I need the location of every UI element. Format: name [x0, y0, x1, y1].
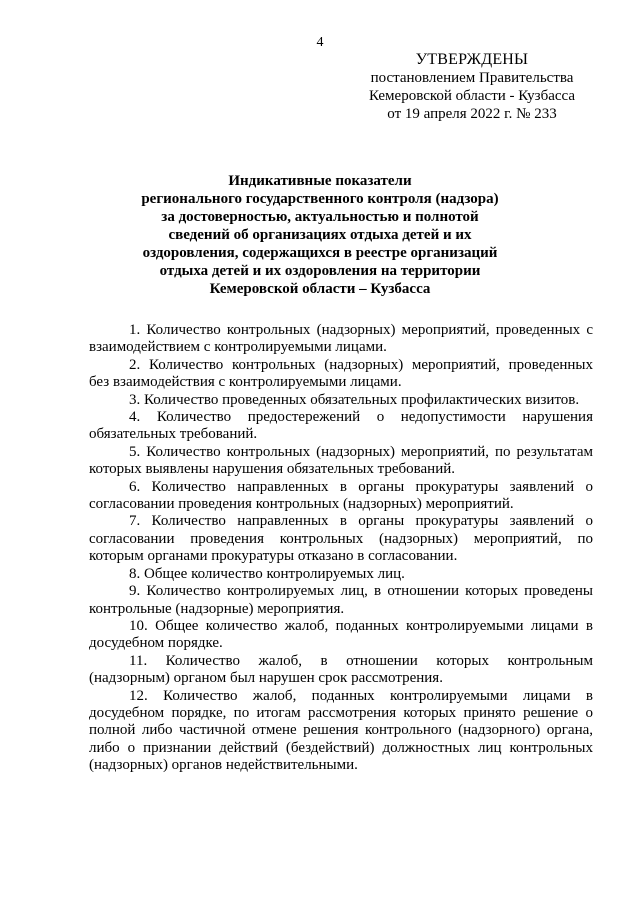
indicator-item [89, 444, 593, 479]
indicator-line: (надзорным) органом был нарушен срок рассмотрения. [89, 670, 443, 687]
indicator-line: 6. Количество направленных в органы прокуратуры заявлений о [129, 478, 593, 495]
indicator-list [89, 322, 593, 775]
indicator-item [89, 322, 593, 357]
indicator-line: 12. Количество жалоб, поданных контролируемыми лицами в [129, 687, 593, 704]
indicator-item [89, 583, 593, 618]
indicator-line: 5. Количество контрольных (надзорных) мероприятий, по результатам [129, 443, 593, 460]
indicator-line: согласовании проведения контрольных (надзорных) мероприятий. [89, 496, 514, 513]
indicator-line: 3. Количество проведенных обязательных профилактических визитов. [129, 391, 580, 408]
indicator-line: 8. Общее количество контролируемых лиц. [129, 565, 405, 582]
indicator-line: 1. Количество контрольных (надзорных) мероприятий, проведенных с [129, 322, 593, 338]
approval-line: от 19 апреля 2022 г. № 233 [387, 106, 557, 122]
title-line: за достоверностью, актуальностью и полнотой [161, 209, 479, 225]
indicator-item [89, 566, 593, 583]
indicator-line: либо о признании действий (бездействий) должностных лиц контрольных [89, 739, 593, 756]
indicator-line: обязательных требований. [89, 426, 258, 443]
indicator-item [89, 618, 593, 653]
indicator-line: досудебном порядке. [89, 635, 223, 652]
approval-block [352, 51, 592, 123]
indicator-item [89, 513, 593, 565]
indicator-item [89, 653, 593, 688]
approval-heading: УТВЕРЖДЕНЫ [415, 51, 529, 68]
indicator-line: которым органами прокуратуры отказано в согласовании. [89, 548, 458, 565]
document-title [120, 172, 520, 298]
approval-line: Кемеровской области - Кузбасса [368, 88, 576, 104]
title-line: регионального государственного контроля (надзора) [141, 191, 499, 207]
indicator-item [89, 409, 593, 444]
indicator-line: 2. Количество контрольных (надзорных) мероприятий, проведенных [129, 356, 593, 373]
title-line: сведений об организациях отдыха детей и их [168, 227, 472, 243]
indicator-line: 7. Количество направленных в органы прокуратуры заявлений о [129, 513, 593, 530]
indicator-line: полной либо частичной отмене решения контрольного (надзорного) органа, [89, 722, 593, 739]
title-line: Кемеровской области – Кузбасса [209, 281, 431, 297]
indicator-line: 9. Количество контролируемых лиц, в отношении которых проведены [129, 583, 593, 600]
approval-line: постановлением Правительства [370, 70, 574, 86]
indicator-line: без взаимодействия с контролируемыми лицами. [89, 374, 402, 391]
indicator-item [89, 392, 593, 409]
indicator-line: контрольные (надзорные) мероприятия. [89, 600, 345, 617]
indicator-line: (надзорных) органов недействительными. [89, 757, 358, 774]
indicator-item [89, 479, 593, 514]
indicator-line: которых выявлены нарушения обязательных требований. [89, 461, 456, 478]
title-line: отдыха детей и их оздоровления на территории [159, 263, 481, 279]
indicator-line: 10. Общее количество жалоб, поданных контролируемыми лицами в [129, 617, 593, 634]
page-number: 4 [316, 35, 324, 50]
indicator-line: 11. Количество жалоб, в отношении которых контрольным [129, 652, 593, 669]
indicator-line: 4. Количество предостережений о недопустимости нарушения [129, 409, 593, 426]
title-line: Индикативные показатели [228, 173, 412, 189]
indicator-item [89, 357, 593, 392]
indicator-line: досудебном порядке, по итогам рассмотрения которых принято решение о [89, 704, 593, 721]
indicator-line: взаимодействием с контролируемыми лицами. [89, 339, 387, 356]
title-line: оздоровления, содержащихся в реестре организаций [142, 245, 498, 261]
indicator-item [89, 688, 593, 775]
indicator-line: согласовании проведения контрольных (надзорных) мероприятий, по [89, 530, 593, 547]
